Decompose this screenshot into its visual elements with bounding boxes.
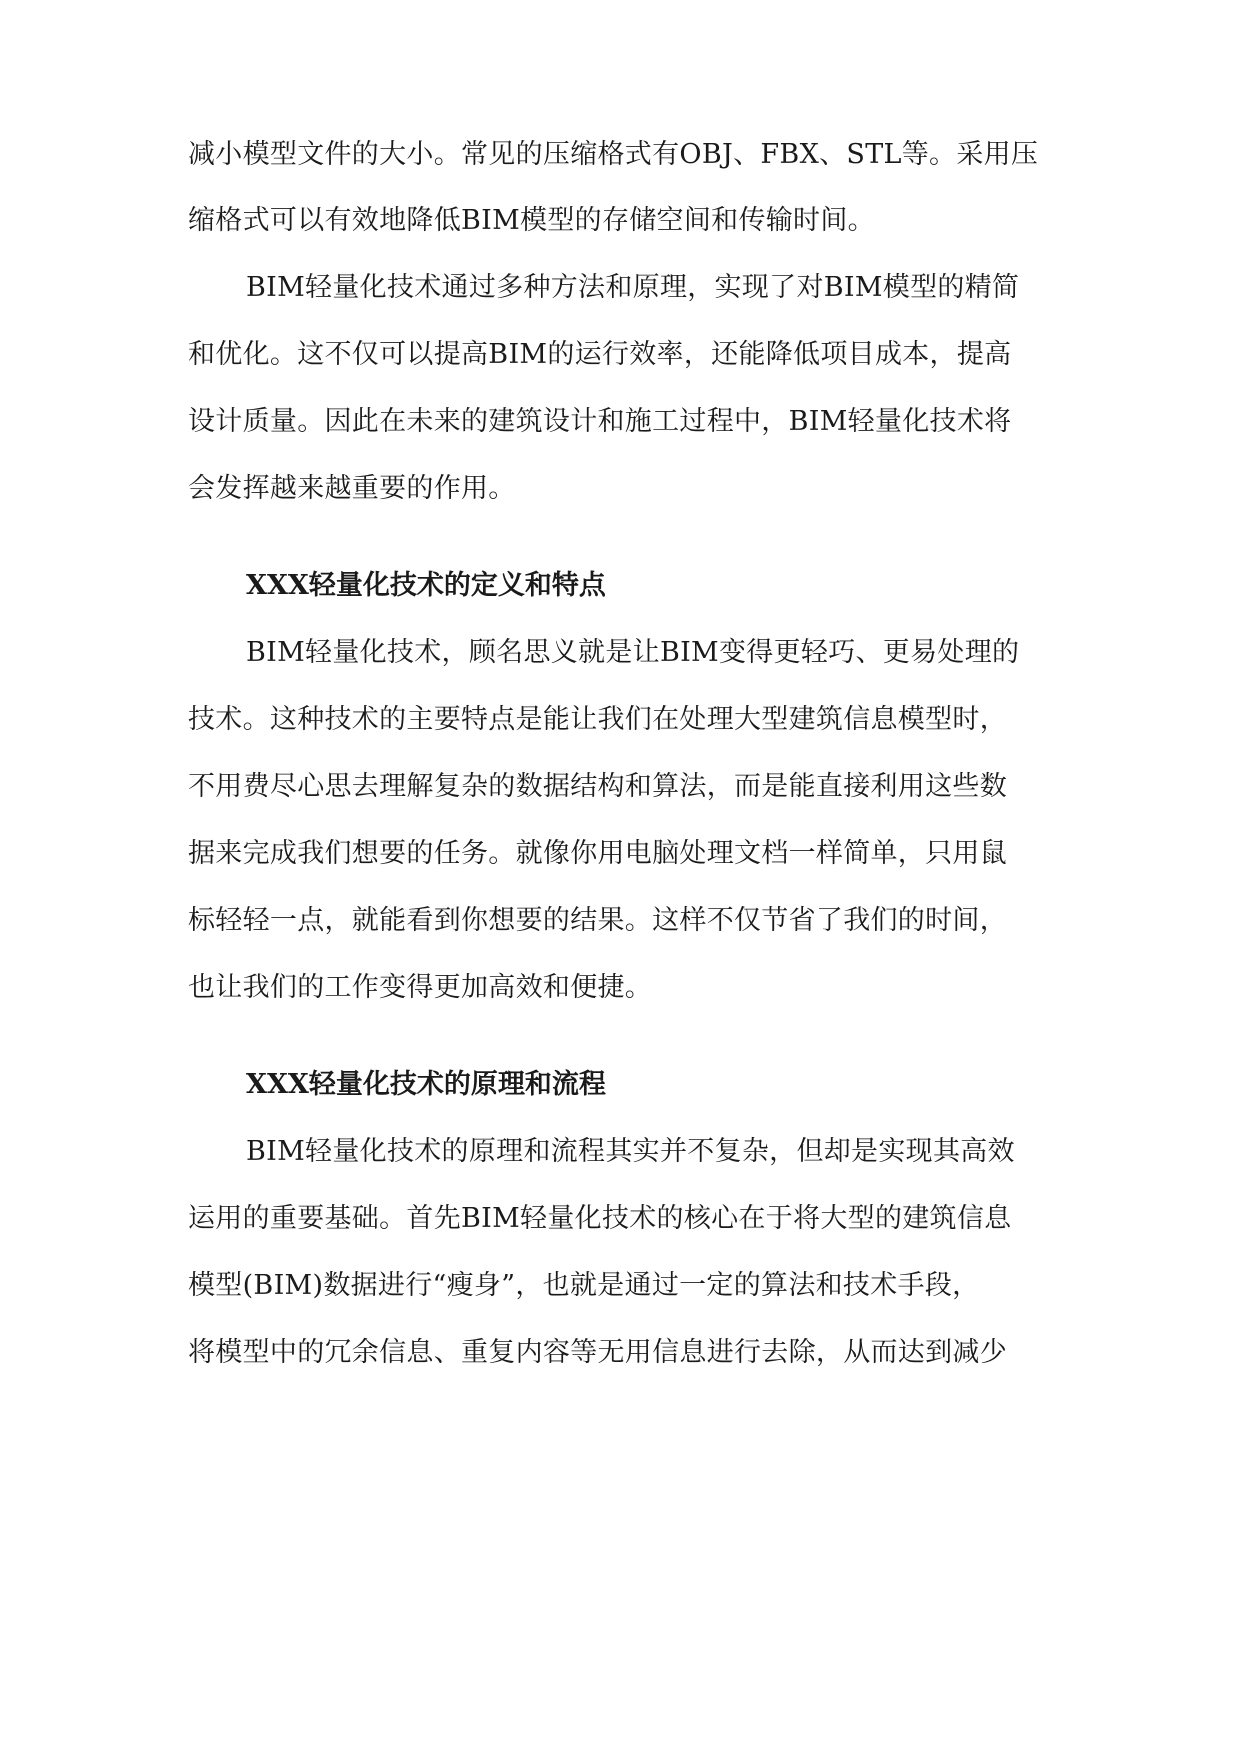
- paragraph-line: 技术。这种技术的主要特点是能让我们在处理大型建筑信息模型时，: [188, 704, 1007, 735]
- section-heading: XXX轻量化技术的原理和流程: [246, 1069, 606, 1100]
- paragraph-line: BIM轻量化技术的原理和流程其实并不复杂，但却是实现其高效: [246, 1136, 1015, 1167]
- paragraph-line: 设计质量。因此在未来的建筑设计和施工过程中，BIM轻量化技术将: [188, 406, 1012, 437]
- paragraph-line: 减小模型文件的大小。常见的压缩格式有OBJ、FBX、STL等。采用压: [188, 139, 1039, 170]
- paragraph-line: BIM轻量化技术，顾名思义就是让BIM变得更轻巧、更易处理的: [246, 637, 1020, 668]
- section-heading: XXX轻量化技术的定义和特点: [246, 570, 606, 601]
- paragraph-line: 会发挥越来越重要的作用。: [188, 473, 516, 504]
- paragraph-line: 模型(BIM)数据进行“瘦身”，也就是通过一定的算法和技术手段，: [188, 1270, 980, 1301]
- paragraph-line: 缩格式可以有效地降低BIM模型的存储空间和传输时间。: [188, 205, 875, 236]
- paragraph-line: 将模型中的冗余信息、重复内容等无用信息进行去除，从而达到减少: [188, 1337, 1007, 1368]
- paragraph-line: 据来完成我们想要的任务。就像你用电脑处理文档一样简单，只用鼠: [188, 838, 1007, 869]
- paragraph-line: 也让我们的工作变得更加高效和便捷。: [188, 972, 653, 1003]
- paragraph-line: 标轻轻一点，就能看到你想要的结果。这样不仅节省了我们的时间，: [188, 905, 1007, 936]
- paragraph-line: 运用的重要基础。首先BIM轻量化技术的核心在于将大型的建筑信息: [188, 1203, 1012, 1234]
- paragraph-line: 和优化。这不仅可以提高BIM的运行效率，还能降低项目成本，提高: [188, 339, 1012, 370]
- paragraph-line: 不用费尽心思去理解复杂的数据结构和算法，而是能直接利用这些数: [188, 771, 1007, 802]
- paragraph-line: BIM轻量化技术通过多种方法和原理，实现了对BIM模型的精简: [246, 272, 1020, 303]
